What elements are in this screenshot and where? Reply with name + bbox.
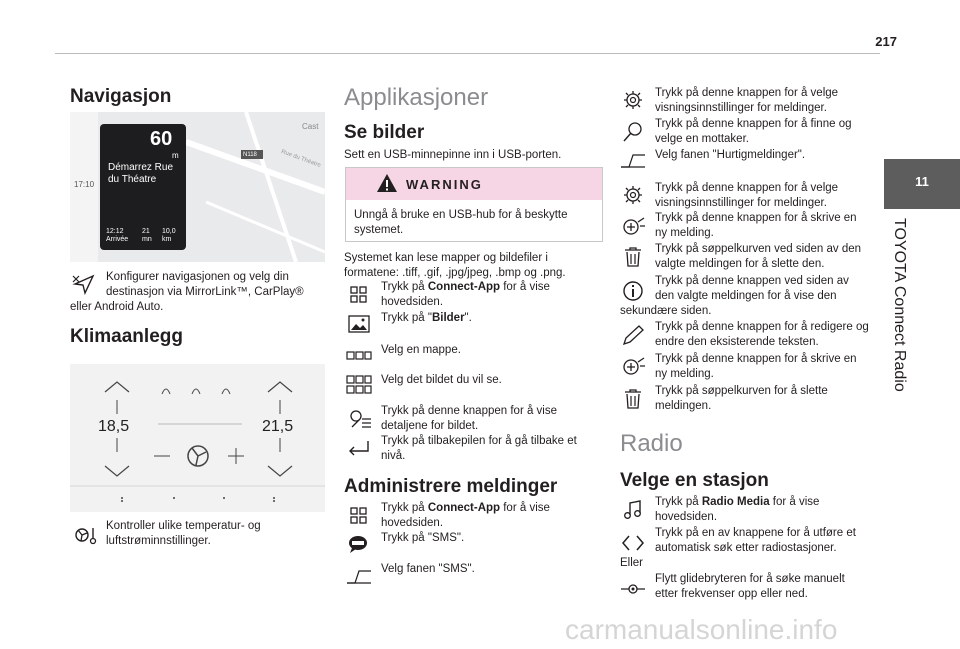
map-street-label: Rue du Théatre — [280, 149, 322, 169]
clock: 17:10 — [74, 180, 95, 189]
frequency-slider-icon — [620, 578, 646, 600]
new-message-icon-2 — [620, 356, 646, 378]
c3-l20: meldingen. — [655, 400, 712, 412]
r6: etter frekvenser opp eller ned. — [655, 588, 808, 600]
msg1-line1: Trykk på Connect-App for å vise — [381, 502, 550, 514]
c3-l14: sekundære siden. — [620, 305, 712, 317]
c3-l5: Velg fanen "Hurtigmeldinger". — [655, 149, 806, 161]
temp-left: 18,5 — [98, 418, 130, 435]
guidance-panel — [100, 124, 186, 250]
climate-heading: Klimaanlegg — [70, 326, 183, 347]
warning-label: WARNING — [406, 177, 483, 192]
c3-l15: Trykk på denne knappen for å redigere og — [655, 321, 869, 333]
connect-app-grid-icon-2 — [346, 505, 372, 527]
c3-l13: den valgte meldingen for å vise den — [655, 290, 837, 302]
c3-l6: Trykk på denne knappen for å velge — [655, 182, 839, 194]
step4: Velg det bildet du vil se. — [381, 374, 502, 386]
next-street: Démarrez Rue du Théatre — [108, 162, 174, 185]
se-bilder-intro: Sett en USB-minnepinne inn i USB-porten. — [344, 149, 562, 161]
r3: automatisk søk etter radiostasjoner. — [655, 542, 837, 554]
climate-text-1: Kontroller ulike temperatur- og — [106, 520, 261, 532]
info-icon — [620, 280, 646, 302]
warning-triangle-icon — [376, 173, 398, 193]
sms-icon — [346, 533, 372, 555]
page-number: 217 — [875, 34, 897, 49]
new-message-icon — [620, 216, 646, 238]
step5-line2: detaljene for bildet. — [381, 420, 479, 432]
climate-controls — [70, 364, 325, 512]
step1-line1: Trykk på Connect-App for å vise — [381, 281, 550, 293]
turn-distance-unit: m — [172, 151, 179, 160]
formats-text-2: formatene: .tiff, .gif, .jpg/jpeg, .bmp og .png. — [344, 267, 566, 279]
arrival-info: 12:12 Arrivée — [106, 228, 129, 243]
r4: Eller — [620, 557, 644, 569]
c3-l19: Trykk på søppelkurven for å slette — [655, 385, 828, 397]
header-rule — [55, 53, 880, 54]
map-roads — [186, 112, 325, 262]
c3-l11: valgte meldingen for å slette den. — [655, 258, 825, 270]
search-recipient-icon — [620, 121, 646, 143]
step1-line2: hovedsiden. — [381, 296, 444, 308]
c3-l4: velge en mottaker. — [655, 133, 749, 145]
formats-text-1: Systemet kan lese mapper og bildefiler i — [344, 252, 548, 264]
warning-box — [345, 167, 603, 242]
screen-sidebar — [70, 112, 98, 262]
nav-text-2: destinasjon via MirrorLink™, CarPlay® — [106, 286, 304, 298]
climate-text-2: luftstrøminnstillinger. — [106, 535, 211, 547]
nav-heading: Navigasjon — [70, 86, 172, 107]
music-note-icon — [620, 499, 646, 521]
c3-l17: Trykk på denne knappen for å skrive en — [655, 353, 857, 365]
c3-l16: endre den eksisterende teksten. — [655, 336, 819, 348]
nav-text-1: Konfigurer navigasjonen og velg din — [106, 271, 289, 283]
step6-line2: nivå. — [381, 450, 406, 462]
msg3: Velg fanen "SMS". — [381, 563, 475, 575]
station-heading: Velge en stasjon — [620, 470, 769, 491]
radio-heading: Radio — [620, 430, 683, 457]
duration-info: 21 mn — [142, 228, 152, 243]
map-city-label: Cast — [302, 122, 319, 131]
c3-l2: visningsinnstillinger for meldinger. — [655, 102, 827, 114]
temp-right: 21,5 — [262, 418, 294, 435]
image-grid-icon — [346, 374, 372, 396]
warning-text-1: Unngå å bruke en USB-hub for å beskytte — [354, 209, 568, 221]
c3-l7: visningsinnstillinger for meldinger. — [655, 197, 827, 209]
navigation-screen-image — [70, 112, 325, 262]
se-bilder-heading: Se bilder — [344, 122, 425, 143]
display-settings-gear-icon-2 — [620, 184, 646, 206]
photos-icon — [346, 313, 372, 335]
r1-line1: Trykk på Radio Media for å vise — [655, 496, 820, 508]
climate-icon — [72, 524, 98, 546]
folder-view-icon — [346, 344, 372, 366]
quick-messages-tab-icon — [620, 149, 646, 171]
chapter-title: TOYOTA Connect Radio — [891, 218, 908, 392]
c3-l10: Trykk på søppelkurven ved siden av den — [655, 243, 862, 255]
trash-icon — [620, 246, 646, 268]
msg1-line2: hovedsiden. — [381, 517, 444, 529]
c3-l8: Trykk på denne knappen for å skrive en — [655, 212, 857, 224]
c3-l1: Trykk på denne knappen for å velge — [655, 87, 839, 99]
climate-screen-image — [70, 364, 325, 512]
nav-text-3: eller Android Auto. — [70, 301, 164, 313]
step5-line1: Trykk på denne knappen for å vise — [381, 405, 558, 417]
msg2: Trykk på "SMS". — [381, 532, 465, 544]
warning-text-2: systemet. — [354, 224, 404, 236]
chapter-number: 11 — [915, 174, 929, 189]
back-arrow-icon — [346, 438, 372, 460]
step3: Velg en mappe. — [381, 344, 461, 356]
r2: Trykk på en av knappene for å utføre et — [655, 527, 856, 539]
watermark: carmanualsonline.info — [565, 614, 838, 645]
remaining-info: 10,0 km — [162, 228, 176, 243]
messages-heading: Administrere meldinger — [344, 476, 558, 497]
r5: Flytt glidebryteren for å søke manuelt — [655, 573, 845, 585]
details-icon — [346, 407, 372, 429]
c3-l9: ny melding. — [655, 227, 714, 239]
turn-distance: 60 — [150, 128, 173, 150]
display-settings-gear-icon — [620, 89, 646, 111]
chapter-tab — [884, 159, 960, 209]
trash-icon-2 — [620, 388, 646, 410]
c3-l18: ny melding. — [655, 368, 714, 380]
edit-pencil-icon — [620, 324, 646, 346]
step2: Trykk på "Bilder". — [381, 312, 472, 324]
seek-arrows-icon — [620, 532, 646, 554]
step6-line1: Trykk på tilbakepilen for å gå tilbake et — [381, 435, 577, 447]
applications-heading: Applikasjoner — [344, 84, 489, 111]
c3-l12: Trykk på denne knappen ved siden av — [655, 275, 849, 287]
road-shield: N118 — [243, 152, 257, 158]
c3-l3: Trykk på denne knappen for å finne og — [655, 118, 852, 130]
connect-app-grid-icon — [346, 284, 372, 306]
r1-line2: hovedsiden. — [655, 511, 718, 523]
navigation-icon — [71, 273, 97, 295]
sms-tab-icon — [346, 565, 372, 587]
